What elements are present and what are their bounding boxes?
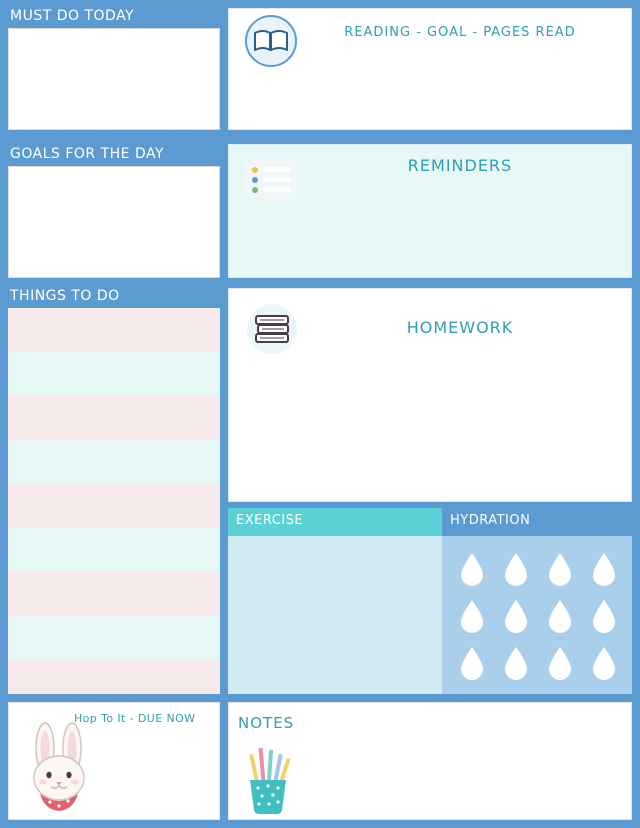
things-to-do-list[interactable] [8,308,220,694]
hop-to-it-label: Hop To It - DUE NOW [74,712,196,725]
water-drop-icon[interactable] [547,646,573,680]
water-drop-icon[interactable] [459,599,485,633]
pencil-cup-icon [240,742,296,816]
stacked-books-icon [244,302,300,356]
hydration-drop-grid [450,546,626,686]
water-drop-icon[interactable] [503,599,529,633]
water-drop-icon[interactable] [591,646,617,680]
checklist-icon [242,156,298,202]
bunny-illustration [14,722,106,816]
water-drop-icon[interactable] [503,552,529,586]
things-to-do-title: THINGS TO DO [10,288,120,304]
must-do-today-title: MUST DO TODAY [10,8,135,24]
water-drop-icon[interactable] [591,599,617,633]
exercise-title: EXERCISE [236,513,304,528]
water-drop-icon[interactable] [459,646,485,680]
water-drop-icon[interactable] [547,599,573,633]
list-item[interactable] [8,528,220,572]
homework-title: HOMEWORK [406,318,514,337]
hydration-title: HYDRATION [450,513,531,528]
must-do-today-input[interactable] [8,28,220,130]
list-item[interactable] [8,484,220,528]
list-item[interactable] [8,616,220,660]
open-book-icon [244,14,298,68]
water-drop-icon[interactable] [591,552,617,586]
list-item[interactable] [8,572,220,616]
reading-title: READING - GOAL - PAGES READ [344,25,576,40]
list-item[interactable] [8,308,220,352]
goals-for-the-day-input[interactable] [8,166,220,278]
water-drop-icon[interactable] [503,646,529,680]
list-item[interactable] [8,352,220,396]
water-drop-icon[interactable] [547,552,573,586]
goals-for-the-day-title: GOALS FOR THE DAY [10,146,165,162]
list-item[interactable] [8,440,220,484]
list-item[interactable] [8,660,220,694]
notes-title: NOTES [238,714,295,732]
list-item[interactable] [8,396,220,440]
reminders-title: REMINDERS [407,156,513,175]
water-drop-icon[interactable] [459,552,485,586]
